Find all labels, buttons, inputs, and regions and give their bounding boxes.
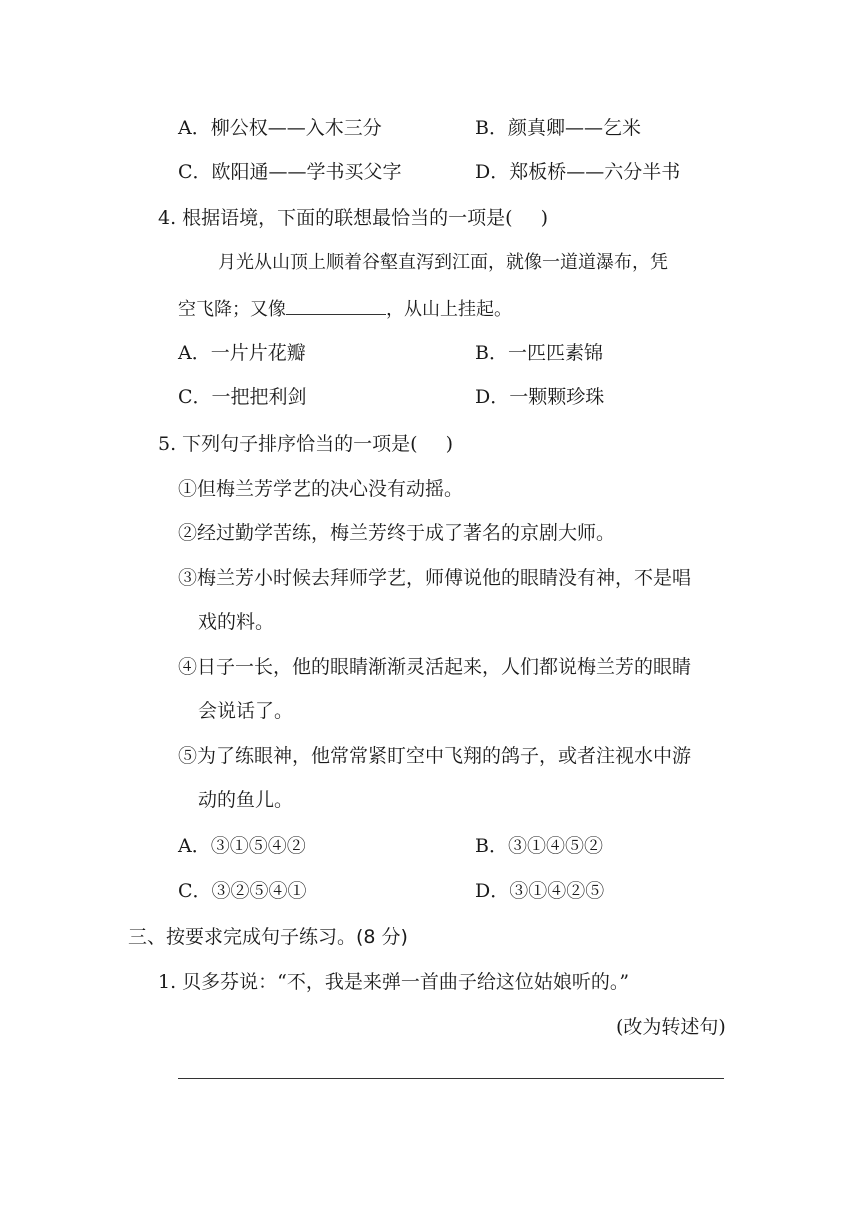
q4-option-a: A．一片片花瓣 xyxy=(178,342,306,364)
q4-option-d: D．一颗颗珍珠 xyxy=(475,386,605,408)
q5-sentence-3-line2: 戏的料。 xyxy=(198,611,275,633)
q5-sentence-5-line2: 动的鱼儿。 xyxy=(198,789,294,811)
q4-passage-end: ，从山上挂起。 xyxy=(386,299,512,320)
q3-option-c: C．欧阳通——学书买父字 xyxy=(178,161,402,183)
q4-option-c: C．一把把利剑 xyxy=(178,386,307,408)
section3-q1-hint: (改为转述句) xyxy=(616,1016,726,1038)
q4-fill-blank xyxy=(286,296,386,315)
q5-option-a: A．③①⑤④② xyxy=(178,835,306,857)
q5-sentence-5-line1: ⑤为了练眼神，他常常紧盯空中飞翔的鸽子，或者注视水中游 xyxy=(178,745,692,767)
q5-sentence-2: ②经过勤学苦练，梅兰芳终于成了著名的京剧大师。 xyxy=(178,522,616,544)
answer-line xyxy=(178,1078,724,1079)
q5-sentence-3-line1: ③梅兰芳小时候去拜师学艺，师傅说他的眼睛没有神，不是唱 xyxy=(178,567,692,589)
q3-option-d: D．郑板桥——六分半书 xyxy=(475,161,681,183)
q4-passage-line2 xyxy=(178,296,512,322)
q5-option-d: D．③①④②⑤ xyxy=(475,880,605,902)
q5-option-c: C．③②⑤④① xyxy=(178,880,307,902)
q5-stem-close: ) xyxy=(445,433,454,455)
q4-stem-close: ) xyxy=(540,207,549,229)
q3-option-b: B．颜真卿——乞米 xyxy=(475,117,641,139)
q4-stem xyxy=(158,206,548,230)
q5-stem-text: 5. 下列句子排序恰当的一项是( xyxy=(158,433,418,455)
q4-passage-start: 空飞降；又像 xyxy=(178,299,286,320)
q5-sentence-4-line1: ④日子一长，他的眼睛渐渐灵活起来，人们都说梅兰芳的眼睛 xyxy=(178,656,692,678)
section3-q1: 1. 贝多芬说：“不，我是来弹一首曲子给这位姑娘听的。” xyxy=(158,971,630,993)
q3-option-a: A．柳公权——入木三分 xyxy=(178,117,382,139)
q5-sentence-1: ①但梅兰芳学艺的决心没有动摇。 xyxy=(178,478,464,500)
q5-option-b: B．③①④⑤② xyxy=(475,835,603,857)
q4-option-b: B．一匹匹素锦 xyxy=(475,342,603,364)
q5-sentence-4-line2: 会说话了。 xyxy=(198,700,294,722)
q4-stem-text: 4. 根据语境，下面的联想最恰当的一项是( xyxy=(158,207,513,229)
q4-passage-line1: 月光从山顶上顺着谷壑直泻到江面，就像一道道瀑布，凭 xyxy=(218,252,668,273)
q5-stem xyxy=(158,432,453,456)
section3-heading: 三、按要求完成句子练习。(8 分) xyxy=(128,926,408,948)
